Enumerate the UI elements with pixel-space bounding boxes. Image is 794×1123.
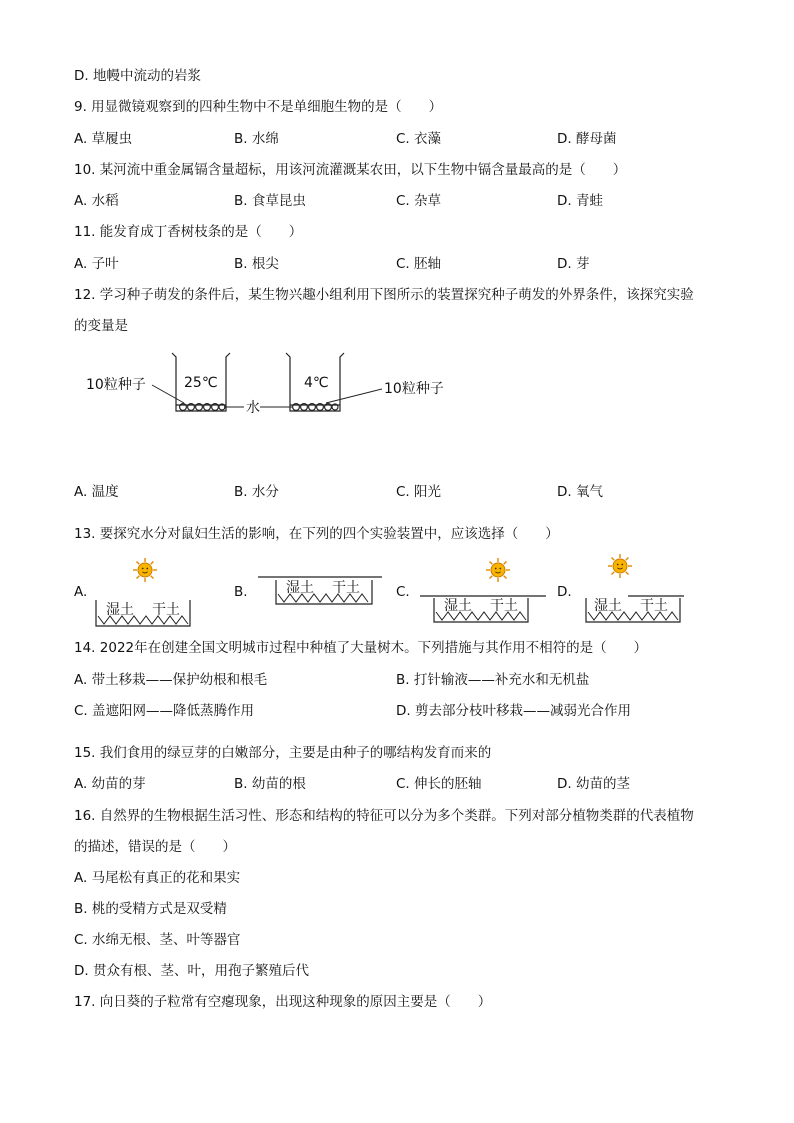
q9-option-d[interactable]: D. 酵母菌: [557, 131, 617, 147]
q11-option-c[interactable]: C. 胚轴: [396, 256, 442, 272]
dry-soil-label: 干土: [332, 580, 360, 596]
sun-icon: [133, 558, 157, 582]
q12-stem-line2: 的变量是: [74, 318, 128, 334]
q13-setups-figure: [90, 552, 700, 632]
q15-option-a[interactable]: A. 幼苗的芽: [74, 776, 146, 792]
q10-option-b[interactable]: B. 食草昆虫: [234, 193, 306, 209]
q15-option-c[interactable]: C. 伸长的胚轴: [396, 776, 482, 792]
q16-stem-line1: 16. 自然界的生物根据生活习性、形态和结构的特征可以分为多个类群。下列对部分植物类群的代表植物: [74, 808, 694, 824]
setup-d: [586, 554, 684, 622]
dry-soil-label: 干土: [490, 598, 518, 614]
seed-pointer-right: [326, 389, 382, 403]
q13-option-a-letter[interactable]: A.: [74, 584, 88, 600]
dry-soil-label: 干土: [640, 598, 668, 614]
dry-soil-label: 干土: [152, 602, 180, 618]
q11-option-d[interactable]: D. 芽: [557, 256, 590, 272]
q12-option-a[interactable]: A. 温度: [74, 484, 119, 500]
q10-option-d[interactable]: D. 青蛙: [557, 193, 603, 209]
q11-stem: 11. 能发育成丁香树枝条的是（ ）: [74, 224, 303, 240]
q15-option-d[interactable]: D. 幼苗的茎: [557, 776, 630, 792]
q14-option-d[interactable]: D. 剪去部分枝叶移栽——减弱光合作用: [396, 703, 631, 719]
q15-option-b[interactable]: B. 幼苗的根: [234, 776, 306, 792]
q10-option-c[interactable]: C. 杂草: [396, 193, 442, 209]
q17-stem: 17. 向日葵的子粒常有空瘪现象，出现这种现象的原因主要是（ ）: [74, 994, 492, 1010]
q12-seed-germination-figure: [74, 345, 474, 425]
q16-option-a[interactable]: A. 马尾松有真正的花和果实: [74, 870, 241, 886]
q9-option-a[interactable]: A. 草履虫: [74, 131, 133, 147]
q10-stem: 10. 某河流中重金属镉含量超标，用该河流灌溉某农田，以下生物中镉含量最高的是（ ）: [74, 162, 627, 178]
q15-stem: 15. 我们食用的绿豆芽的白嫩部分，主要是由种子的哪结构发育而来的: [74, 745, 492, 761]
q12-option-b[interactable]: B. 水分: [234, 484, 279, 500]
q9-stem: 9. 用显微镜观察到的四种生物中不是单细胞生物的是（ ）: [74, 99, 443, 115]
q11-option-a[interactable]: A. 子叶: [74, 256, 119, 272]
sun-icon: [486, 558, 510, 582]
q13-option-d-letter[interactable]: D.: [557, 584, 572, 600]
wet-soil-label: 湿土: [594, 598, 622, 614]
seed-label-right: 10粒种子: [384, 381, 444, 397]
q14-option-c[interactable]: C. 盖遮阳网——降低蒸腾作用: [74, 703, 255, 719]
q13-option-c-letter[interactable]: C.: [396, 584, 410, 600]
q9-option-c[interactable]: C. 衣藻: [396, 131, 442, 147]
wet-soil-label: 湿土: [444, 598, 472, 614]
q9-option-b[interactable]: B. 水绵: [234, 131, 279, 147]
seed-pointer-left: [152, 385, 184, 403]
q8-option-d: D. 地幔中流动的岩浆: [74, 68, 201, 84]
q16-stem-line2: 的描述，错误的是（ ）: [74, 839, 236, 855]
q14-option-b[interactable]: B. 打针输液——补充水和无机盐: [396, 672, 590, 688]
q14-option-a[interactable]: A. 带土移栽——保护幼根和根毛: [74, 672, 268, 688]
q11-option-b[interactable]: B. 根尖: [234, 256, 279, 272]
q13-option-b-letter[interactable]: B.: [234, 584, 248, 600]
wet-soil-label: 湿土: [106, 602, 134, 618]
setup-b: [258, 577, 382, 604]
temp-label-25: 25℃: [184, 375, 218, 391]
sun-icon: [608, 554, 632, 578]
q16-option-d[interactable]: D. 贯众有根、茎、叶，用孢子繁殖后代: [74, 963, 309, 979]
q16-option-c[interactable]: C. 水绵无根、茎、叶等器官: [74, 932, 241, 948]
q16-option-b[interactable]: B. 桃的受精方式是双受精: [74, 901, 227, 917]
setup-c: [420, 558, 546, 622]
q12-option-d[interactable]: D. 氧气: [557, 484, 603, 500]
q14-stem: 14. 2022年在创建全国文明城市过程中种植了大量树木。下列措施与其作用不相符的是（ ）: [74, 640, 648, 656]
q13-stem: 13. 要探究水分对鼠妇生活的影响，在下列的四个实验装置中，应该选择（ ）: [74, 526, 559, 542]
setup-a: [96, 558, 190, 626]
wet-soil-label: 湿土: [286, 580, 314, 596]
temp-label-4: 4℃: [304, 375, 329, 391]
q12-option-c[interactable]: C. 阳光: [396, 484, 442, 500]
q10-option-a[interactable]: A. 水稻: [74, 193, 119, 209]
water-label: 水: [246, 400, 260, 416]
q12-stem-line1: 12. 学习种子萌发的条件后，某生物兴趣小组利用下图所示的装置探究种子萌发的外界条件，该探究实验: [74, 287, 694, 303]
seed-label-left: 10粒种子: [86, 377, 146, 393]
